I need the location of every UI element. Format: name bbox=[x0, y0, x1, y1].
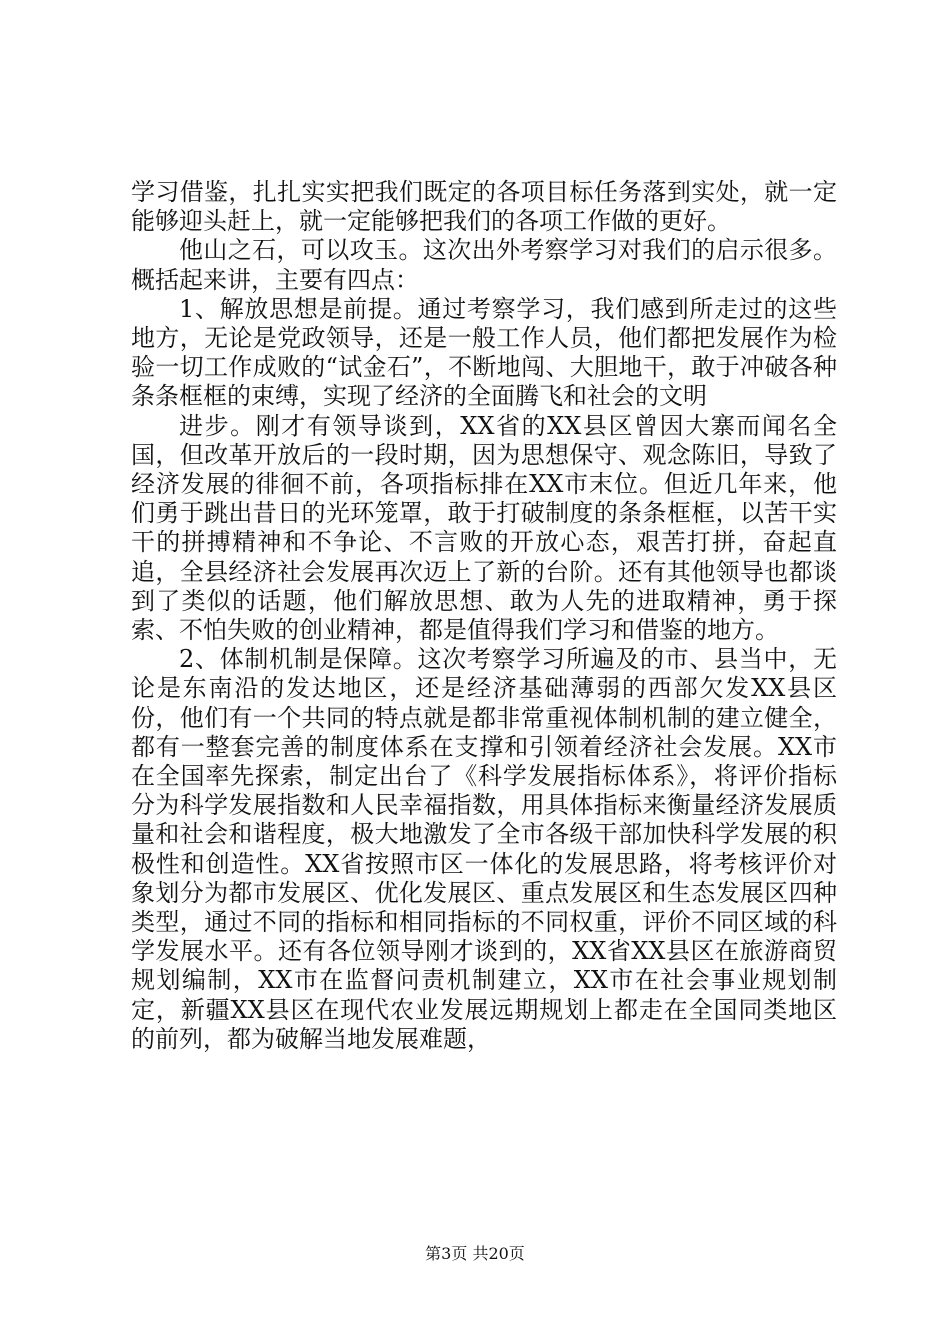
paragraph-intro: 他山之石，可以攻玉。这次出外考察学习对我们的启示很多。概括起来讲，主要有四点： bbox=[131, 236, 837, 294]
paragraph-point-1: 1、解放思想是前提。通过考察学习，我们感到所走过的这些地方，无论是党政领导，还是一般工作人员，他们都把发展作为检验一切工作成败的“试金石”，不断地闯、大胆地干，敢于冲破各种条条框框的束缚，实现了经济的全面腾飞和社会的文明 bbox=[131, 294, 837, 411]
paragraph-continuation: 学习借鉴，扎扎实实把我们既定的各项目标任务落到实处，就一定能够迎头赶上，就一定能够把我们的各项工作做的更好。 bbox=[131, 178, 837, 236]
document-body bbox=[131, 178, 837, 1054]
page-number-footer: 第3页 共20页 bbox=[425, 1244, 525, 1263]
paragraph-point-2: 2、体制机制是保障。这次考察学习所遍及的市、县当中，无论是东南沿的发达地区，还是经济基础薄弱的西部欠发XX县区份，他们有一个共同的特点就是都非常重视体制机制的建立健全，都有一整套完善的制度体系在支撑和引领着经济社会发展。XX市在全国率先探索，制定出台了《科学发展指标体系》，将评价指标分为科学发展指数和人民幸福指数，用具体指标来衡量经济发展质量和社会和谐程度，极大地激发了全市各级干部加快科学发展的积极性和创造性。XX省按照市区一体化的发展思路，将考核评价对象划分为都市发展区、优化发展区、重点发展区和生态发展区四种类型，通过不同的指标和相同指标的不同权重，评价不同区域的科学发展水平。还有各位领导刚才谈到的，XX省XX县区在旅游商贸规划编制，XX市在监督问责机制建立，XX市在社会事业规划制定，新疆XX县区在现代农业发展远期规划上都走在全国同类地区的前列，都为破解当地发展难题， bbox=[131, 645, 837, 1053]
paragraph-point-1-continued: 进步。刚才有领导谈到，XX省的XX县区曾因大寨而闻名全国，但改革开放后的一段时期，因为思想保守、观念陈旧，导致了经济发展的徘徊不前，各项指标排在XX市末位。但近几年来，他们勇于跳出昔日的光环笼罩，敢于打破制度的条条框框，以苦干实干的拼搏精神和不争论、不言败的开放心态，艰苦打拼，奋起直追，全县经济社会发展再次迈上了新的台阶。还有其他领导也都谈到了类似的话题，他们解放思想、敢为人先的进取精神，勇于探索、不怕失败的创业精神，都是值得我们学习和借鉴的地方。 bbox=[131, 411, 837, 645]
